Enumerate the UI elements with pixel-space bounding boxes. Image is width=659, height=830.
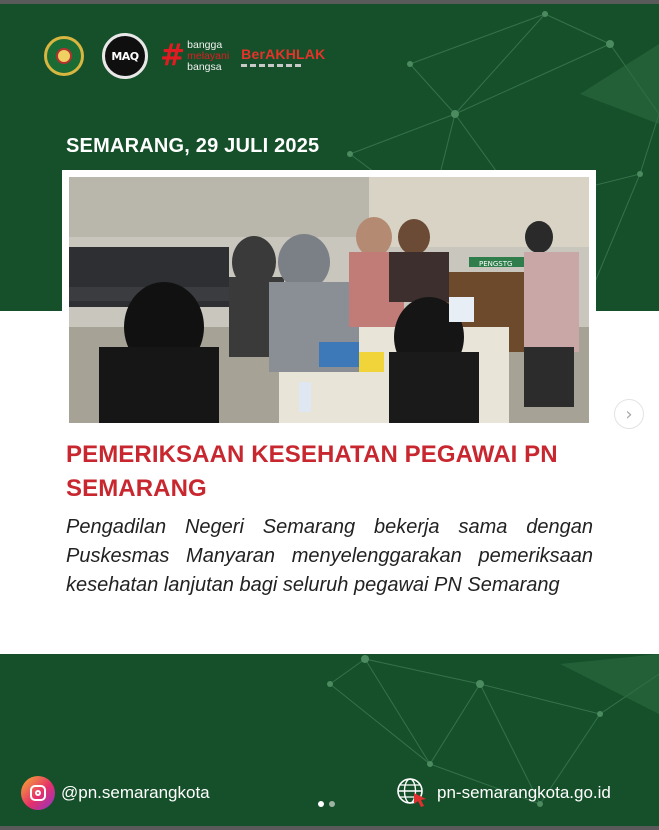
carousel-dot-2[interactable]	[329, 801, 335, 807]
website-url: pn-semarangkota.go.id	[437, 783, 611, 802]
photo-frame	[62, 170, 596, 429]
berakhlak-title: BerAKHLAK	[241, 45, 326, 62]
health-check-scene	[69, 177, 589, 423]
berakhlak-tagline	[241, 64, 303, 67]
post-date: SEMARANG, 29 JULI 2025	[66, 135, 320, 157]
post-body: Pengadilan Negeri Semarang bekerja sama dengan Puskesmas Manyaran menyelenggarakan pemeriksaan kesehatan lanjutan bagi seluruh pegawai PN Semarang	[66, 516, 593, 596]
hash-icon: #	[160, 38, 186, 73]
carousel-dots	[318, 801, 335, 807]
chevron-right-icon: ›	[625, 403, 633, 425]
carousel-dot-1[interactable]	[318, 801, 324, 807]
bmb-line-3: bangsa	[187, 60, 222, 73]
event-photo	[69, 177, 589, 423]
logo-row	[44, 30, 325, 82]
svg-text:PENGSTG: PENGSTG	[479, 260, 513, 268]
instagram-handle: @pn.semarangkota	[61, 783, 210, 802]
website-link[interactable]	[395, 776, 611, 810]
court-seal-logo	[44, 36, 84, 76]
bmb-line-2: melayani	[187, 49, 230, 62]
bangga-melayani-bangsa-logo	[160, 40, 229, 73]
instagram-icon	[21, 776, 55, 810]
bmb-line-1: bangga	[187, 38, 223, 51]
maq-logo: MAQ	[102, 33, 148, 79]
bottom-border	[0, 826, 659, 830]
post-headline: PEMERIKSAAN KESEHATAN PEGAWAI PN SEMARANG	[66, 441, 558, 502]
carousel-next-button[interactable]	[614, 399, 644, 429]
berakhlak-logo	[241, 46, 325, 67]
globe-cursor-icon	[395, 776, 429, 810]
instagram-link[interactable]	[21, 776, 210, 810]
